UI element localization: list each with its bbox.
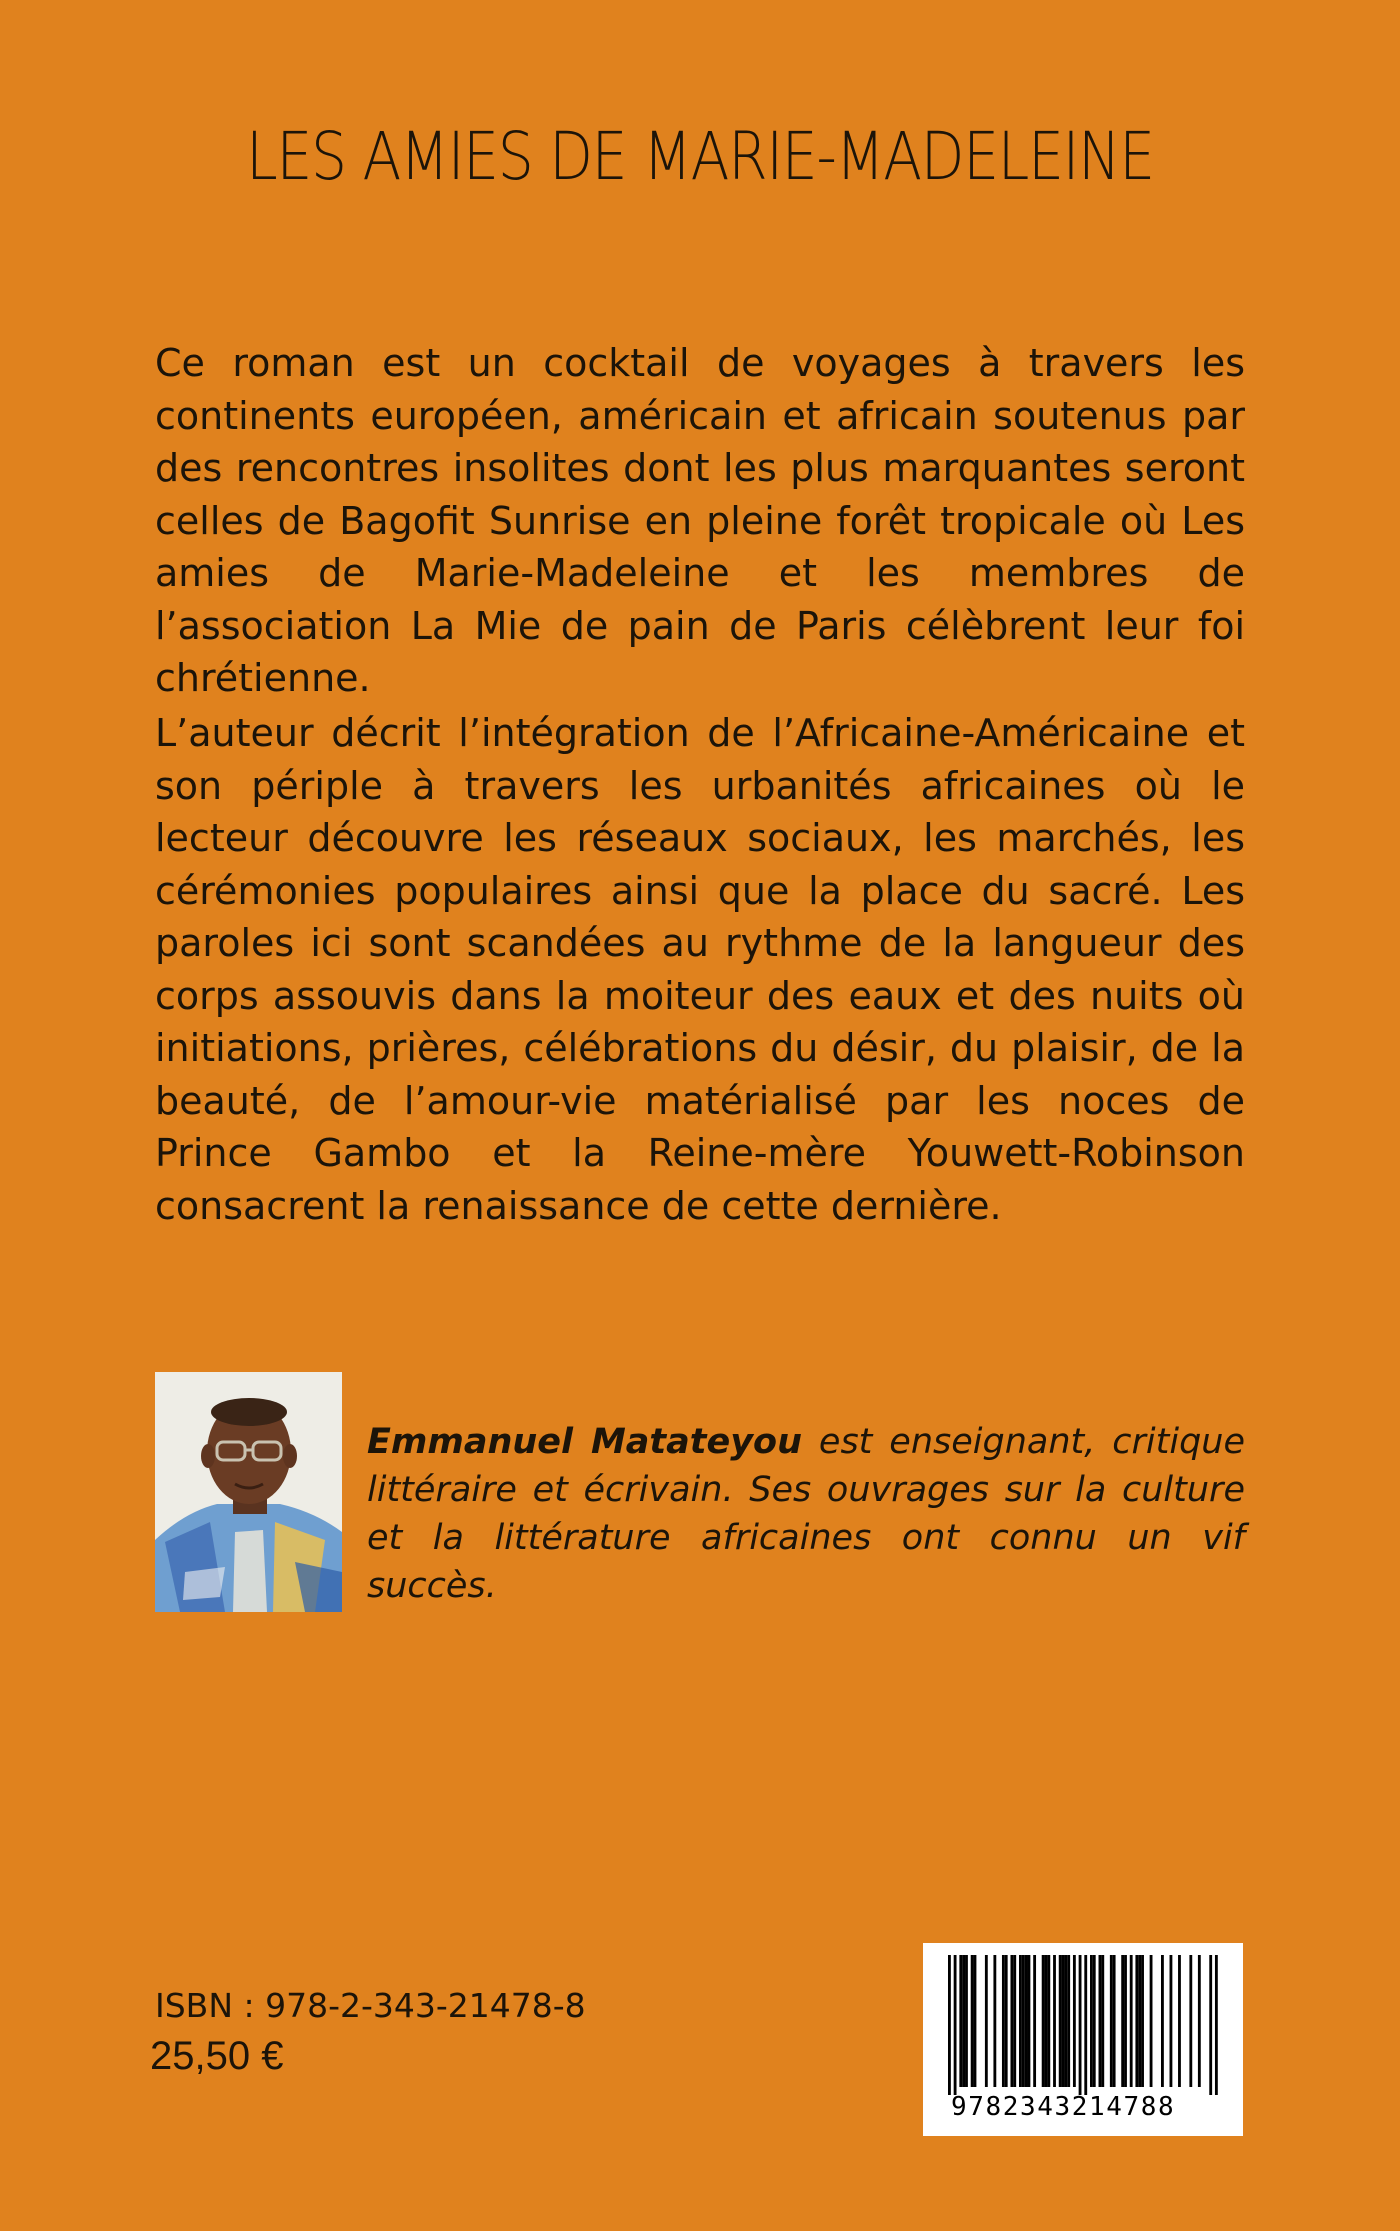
barcode-bar bbox=[1022, 1955, 1025, 2087]
barcode-bar bbox=[1138, 1955, 1141, 2087]
barcode-bar bbox=[1002, 1955, 1005, 2087]
barcode-bar bbox=[948, 1955, 951, 2095]
barcode-bar bbox=[1053, 1955, 1056, 2087]
barcode-bar bbox=[1025, 1955, 1028, 2087]
barcode-bar bbox=[1101, 1955, 1104, 2087]
barcode-bar bbox=[1093, 1955, 1096, 2087]
barcode-bar bbox=[965, 1955, 968, 2087]
barcode-bar bbox=[1121, 1955, 1124, 2087]
barcode-bar bbox=[1062, 1955, 1065, 2087]
barcode-bar bbox=[1189, 1955, 1192, 2087]
barcode-bar bbox=[1079, 1955, 1082, 2095]
barcode-bar bbox=[1005, 1955, 1008, 2087]
barcode-bar bbox=[962, 1955, 965, 2087]
summary-paragraph-2: L’auteur décrit l’intégration de l’Africaine-Américaine et son périple à travers les urbanités africaines où le lecteur découvre les réseaux sociaux, les marchés, les cérémonies populaires ainsi que la place du sacré. Les paroles ici sont scandées au rythme de la langueur des corps assouvis dans la moiteur des eaux et des nuits où initiations, prières, célébrations du désir, du plaisir, de la beauté, de l’amour-vie matérialisé par les noces de Prince Gambo et la Reine-mère Youwett-Robinson consacrent la renaissance de cette dernière. bbox=[155, 711, 1245, 1228]
barcode-bar bbox=[1028, 1955, 1031, 2087]
book-title: LES AMIES DE MARIE-MADELEINE bbox=[246, 118, 1154, 195]
barcode-bar bbox=[1013, 1955, 1016, 2087]
barcode-bar bbox=[1047, 1955, 1050, 2087]
barcode-bar bbox=[1073, 1955, 1076, 2087]
barcode-bar bbox=[1033, 1955, 1036, 2087]
barcode-bar bbox=[1110, 1955, 1113, 2087]
barcode-bar bbox=[971, 1955, 974, 2087]
author-bio-text: est enseignant, critique littéraire et écrivain. Ses ouvrages sur la culture et la littérature africaines ont connu un vif succès. bbox=[367, 1422, 1245, 1606]
barcode-bar bbox=[1113, 1955, 1116, 2087]
barcode-bar bbox=[1141, 1955, 1144, 2087]
price: 25,50 € bbox=[150, 2034, 284, 2078]
barcode-bar bbox=[959, 1955, 962, 2087]
barcode-bar bbox=[1084, 1955, 1087, 2095]
barcode-bar bbox=[1215, 1955, 1218, 2095]
barcode-bar bbox=[1090, 1955, 1093, 2087]
barcode-bar bbox=[1130, 1955, 1133, 2087]
barcode bbox=[923, 1943, 1243, 2136]
barcode-bar bbox=[1178, 1955, 1181, 2087]
barcode-bar bbox=[993, 1955, 996, 2087]
author-photo bbox=[155, 1372, 342, 1612]
isbn: ISBN : 978-2-343-21478-8 bbox=[155, 1986, 586, 2025]
barcode-bar bbox=[1170, 1955, 1173, 2087]
barcode-bar bbox=[1067, 1955, 1070, 2087]
barcode-bar bbox=[1198, 1955, 1201, 2087]
barcode-bar bbox=[985, 1955, 988, 2087]
barcode-bar bbox=[1124, 1955, 1127, 2087]
barcode-bar bbox=[1064, 1955, 1067, 2087]
barcode-bar bbox=[974, 1955, 977, 2087]
barcode-bar bbox=[1045, 1955, 1048, 2087]
barcode-bar bbox=[1010, 1955, 1013, 2087]
barcode-bar bbox=[1099, 1955, 1102, 2087]
barcode-bar bbox=[1019, 1955, 1022, 2087]
barcode-bar bbox=[1042, 1955, 1045, 2087]
author-bio bbox=[367, 1418, 1245, 1610]
barcode-bar bbox=[1209, 1955, 1212, 2095]
barcode-bar bbox=[1059, 1955, 1062, 2087]
barcode-bar bbox=[954, 1955, 957, 2095]
barcode-bar bbox=[1135, 1955, 1138, 2087]
summary-paragraph-1: Ce roman est un cocktail de voyages à travers les continents européen, américain et africain soutenus par des rencontres insolites dont les plus marquantes seront celles de Bagofit Sunrise en pleine forêt tropicale où Les amies de Marie-Madeleine et les membres de l’association La Mie de pain de Paris célèbrent leur foi chrétienne. bbox=[155, 341, 1245, 700]
barcode-bar bbox=[1150, 1955, 1153, 2087]
barcode-bar bbox=[1161, 1955, 1164, 2087]
author-name: Emmanuel Matateyou bbox=[367, 1422, 803, 1462]
barcode-digits: 9782343214788 bbox=[951, 2092, 1176, 2122]
